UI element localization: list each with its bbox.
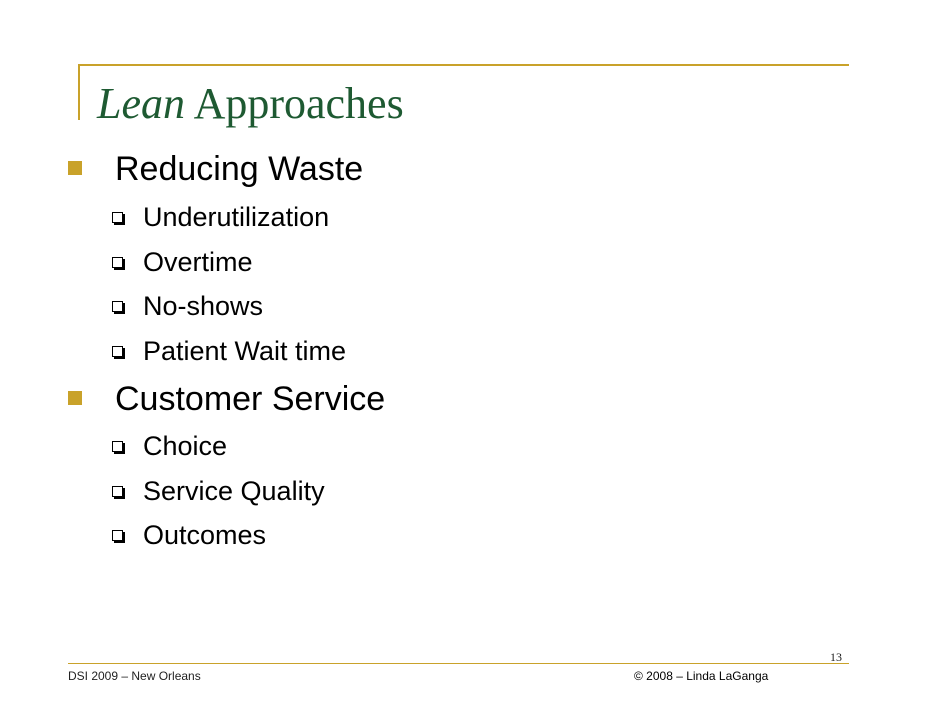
slide-title (97, 78, 404, 131)
page-number: 13 (830, 650, 842, 664)
sub-bullet-text: Outcomes (143, 520, 267, 550)
sub-bullet-text: Service Quality (143, 476, 325, 506)
section-heading: Reducing Waste (115, 150, 364, 188)
sub-bullet-text: No-shows (143, 291, 264, 321)
checkbox-bullet-icon (112, 257, 123, 268)
sub-bullet-text: Overtime (143, 247, 253, 277)
square-bullet-icon (68, 161, 82, 175)
sub-bullet-text: Choice (143, 431, 228, 461)
footer-copyright: © 2008 – Linda LaGanga (634, 669, 769, 683)
sub-bullet-text: Underutilization (143, 202, 330, 232)
checkbox-bullet-icon (112, 441, 123, 452)
section-heading: Customer Service (115, 380, 386, 418)
checkbox-bullet-icon (112, 301, 123, 312)
footer-left-text: DSI 2009 – New Orleans (68, 669, 201, 683)
checkbox-bullet-icon (112, 346, 123, 357)
checkbox-bullet-icon (112, 212, 123, 223)
sub-bullet-text: Patient Wait time (143, 336, 347, 366)
frame-bottom-line (68, 663, 849, 664)
checkbox-bullet-icon (112, 530, 123, 541)
square-bullet-icon (68, 391, 82, 405)
frame-top-line (78, 64, 849, 66)
frame-left-line (78, 64, 80, 120)
slide-title-italic: Lean (97, 79, 185, 128)
checkbox-bullet-icon (112, 486, 123, 497)
slide-title-rest: Approaches (185, 79, 404, 128)
